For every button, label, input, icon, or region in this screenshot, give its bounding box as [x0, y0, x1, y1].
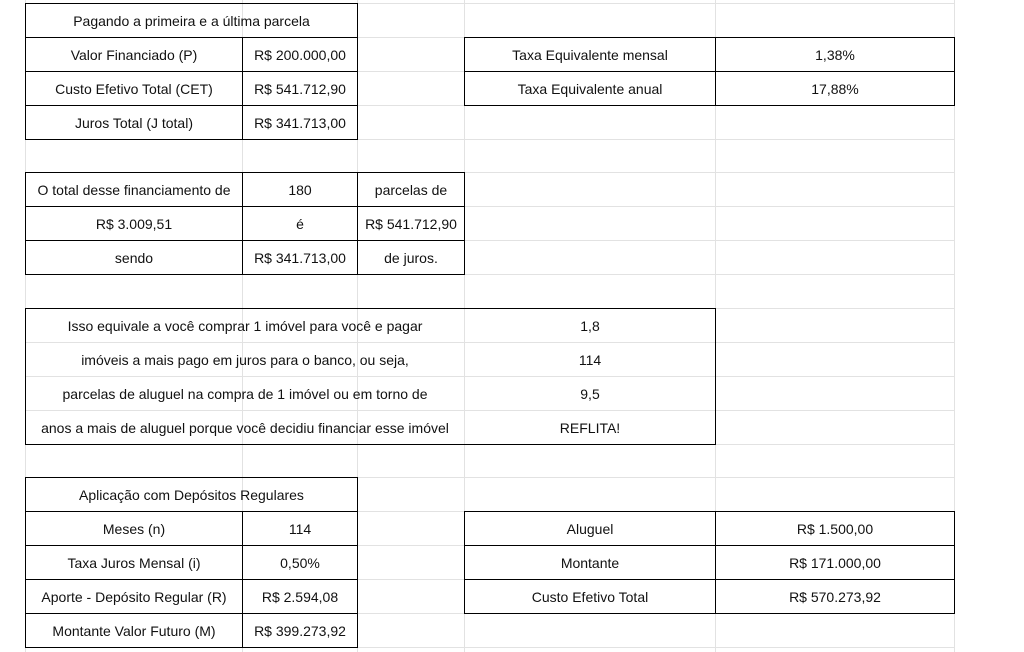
rent-table-border	[464, 511, 955, 614]
summary-cell-r1c1[interactable]: O total desse financiamento de	[37, 181, 231, 198]
summary-table-rule	[242, 172, 243, 275]
summary-cell-r2c2[interactable]: é	[296, 215, 304, 232]
deposits-table-border	[25, 477, 358, 648]
reflection-text-3[interactable]: parcelas de aluguel na compra de 1 imóvel ou em torno de	[62, 385, 428, 402]
rates-table-rule	[464, 71, 955, 72]
summary-cell-r2c3[interactable]: R$ 541.712,90	[365, 215, 457, 232]
summary-table-rule	[25, 240, 465, 241]
reflection-value-3[interactable]: 9,5	[580, 385, 600, 402]
deposits-table-rule	[25, 579, 358, 580]
regular-deposit-label[interactable]: Aporte - Depósito Regular (R)	[41, 588, 227, 605]
monthly-rate-cell[interactable]: 1,38%	[815, 46, 855, 63]
deposits-table-rule	[25, 511, 358, 512]
financing-table-rule	[242, 37, 243, 140]
deposits-table-rule	[25, 613, 358, 614]
reflection-value-1[interactable]: 1,8	[580, 317, 600, 334]
annual-rate-label[interactable]: Taxa Equivalente anual	[517, 80, 663, 97]
months-cell[interactable]: 114	[288, 520, 312, 537]
summary-cell-r3c3[interactable]: de juros.	[384, 249, 438, 266]
annual-rate-cell[interactable]: 17,88%	[811, 80, 859, 97]
reflection-text-2[interactable]: imóveis a mais pago em juros para o banco, ou seja,	[81, 351, 409, 368]
financed-value-cell[interactable]: R$ 200.000,00	[254, 46, 346, 63]
summary-table-rule	[357, 172, 358, 275]
financing-table-rule	[25, 105, 358, 106]
monthly-rate-label[interactable]: Taxa Equivalente mensal	[512, 46, 668, 63]
summary-cell-r1c3[interactable]: parcelas de	[374, 181, 448, 198]
months-label[interactable]: Meses (n)	[102, 520, 166, 537]
monthly-interest-label[interactable]: Taxa Juros Mensal (i)	[67, 554, 201, 571]
summary-cell-r3c1[interactable]: sendo	[114, 249, 154, 266]
rent-cet-label[interactable]: Custo Efetivo Total	[531, 588, 649, 605]
total-interest-cell[interactable]: R$ 341.713,00	[254, 114, 346, 131]
deposits-table-rule	[242, 511, 243, 648]
summary-table-rule	[25, 206, 465, 207]
regular-deposit-cell[interactable]: R$ 2.594,08	[261, 588, 339, 605]
financing-table-rule	[25, 37, 358, 38]
rent-total-cell[interactable]: R$ 171.000,00	[789, 554, 881, 571]
rent-label[interactable]: Aluguel	[566, 520, 614, 537]
deposits-table-header[interactable]: Aplicação com Depósitos Regulares	[79, 486, 304, 503]
rent-table-rule	[464, 545, 955, 546]
total-interest-label[interactable]: Juros Total (J total)	[74, 114, 193, 131]
reflection-text-4[interactable]: anos a mais de aluguel porque você decidiu financiar esse imóvel	[41, 419, 449, 436]
monthly-interest-cell[interactable]: 0,50%	[280, 554, 320, 571]
reflection-text-1[interactable]: Isso equivale a você comprar 1 imóvel para você e pagar	[67, 317, 423, 334]
summary-cell-r1c2[interactable]: 180	[288, 181, 312, 198]
future-value-cell[interactable]: R$ 399.273,92	[254, 622, 346, 639]
rent-cell[interactable]: R$ 1.500,00	[796, 520, 874, 537]
financed-value-label[interactable]: Valor Financiado (P)	[70, 46, 198, 63]
rent-table-rule	[464, 579, 955, 580]
summary-cell-r2c1[interactable]: R$ 3.009,51	[95, 215, 173, 232]
reflection-value-2[interactable]: 114	[578, 351, 602, 368]
summary-table-border	[25, 172, 465, 275]
financing-table-header[interactable]: Pagando a primeira e a última parcela	[73, 12, 310, 29]
rent-cet-cell[interactable]: R$ 570.273,92	[789, 588, 881, 605]
reflection-value-4[interactable]: REFLITA!	[559, 419, 621, 436]
rates-table-rule	[715, 37, 716, 106]
cet-label[interactable]: Custo Efetivo Total (CET)	[55, 80, 213, 97]
financing-table-rule	[25, 71, 358, 72]
deposits-table-rule	[25, 545, 358, 546]
future-value-label[interactable]: Montante Valor Futuro (M)	[52, 622, 216, 639]
summary-cell-r3c2[interactable]: R$ 341.713,00	[254, 249, 346, 266]
rent-table-rule	[715, 511, 716, 614]
reflection-table-border	[25, 308, 716, 445]
cet-cell[interactable]: R$ 541.712,90	[254, 80, 346, 97]
rent-total-label[interactable]: Montante	[560, 554, 620, 571]
